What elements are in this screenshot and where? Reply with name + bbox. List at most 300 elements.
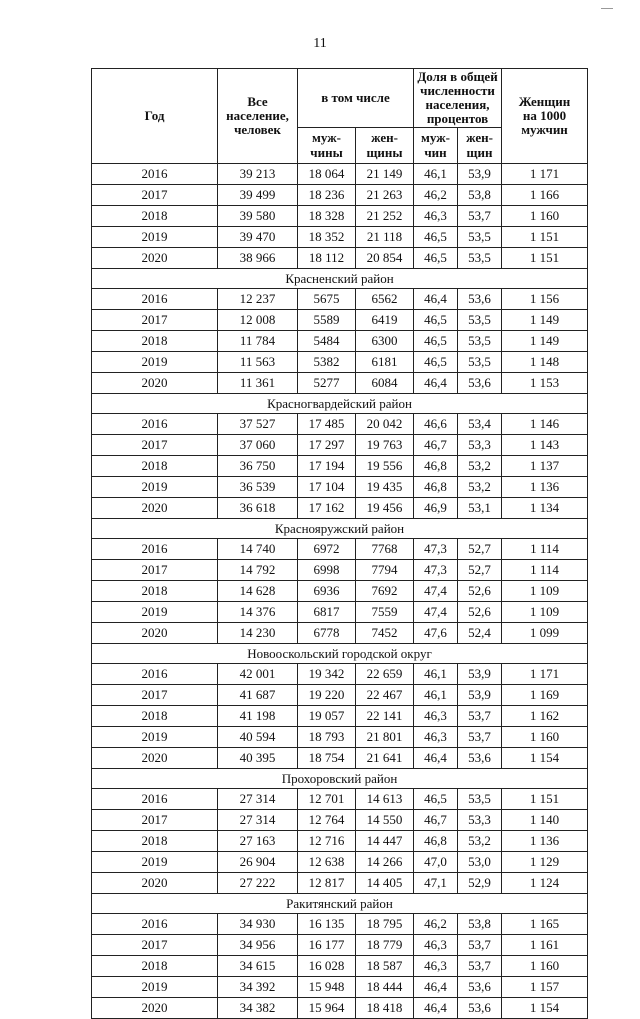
male-share-cell: 47,3 <box>414 560 458 581</box>
male-share-cell: 47,1 <box>414 873 458 894</box>
female-cell: 6300 <box>356 331 414 352</box>
total-cell: 39 580 <box>218 206 298 227</box>
ratio-cell: 1 114 <box>502 560 588 581</box>
year-cell: 2019 <box>92 977 218 998</box>
year-cell: 2016 <box>92 164 218 185</box>
female-cell: 21 801 <box>356 727 414 748</box>
table-row <box>92 414 588 435</box>
female-cell: 21 149 <box>356 164 414 185</box>
female-share-cell: 53,7 <box>458 956 502 977</box>
female-cell: 6084 <box>356 373 414 394</box>
district-name: Новооскольский городской округ <box>92 644 588 664</box>
table-row <box>92 248 588 269</box>
female-cell: 18 779 <box>356 935 414 956</box>
female-cell: 20 042 <box>356 414 414 435</box>
female-cell: 19 556 <box>356 456 414 477</box>
table-row <box>92 977 588 998</box>
year-cell: 2019 <box>92 602 218 623</box>
year-cell: 2019 <box>92 727 218 748</box>
female-share-cell: 53,3 <box>458 810 502 831</box>
year-cell: 2016 <box>92 289 218 310</box>
female-share-cell: 53,3 <box>458 435 502 456</box>
ratio-cell: 1 146 <box>502 414 588 435</box>
ratio-cell: 1 171 <box>502 664 588 685</box>
male-share-cell: 46,1 <box>414 164 458 185</box>
ratio-cell: 1 160 <box>502 206 588 227</box>
male-cell: 16 177 <box>298 935 356 956</box>
male-cell: 17 194 <box>298 456 356 477</box>
male-cell: 18 352 <box>298 227 356 248</box>
male-cell: 5589 <box>298 310 356 331</box>
male-share-cell: 46,8 <box>414 477 458 498</box>
male-cell: 12 701 <box>298 789 356 810</box>
ratio-cell: 1 151 <box>502 789 588 810</box>
female-cell: 7452 <box>356 623 414 644</box>
female-share-cell: 53,6 <box>458 289 502 310</box>
total-cell: 27 163 <box>218 831 298 852</box>
total-cell: 37 527 <box>218 414 298 435</box>
total-cell: 12 008 <box>218 310 298 331</box>
table-row <box>92 581 588 602</box>
female-cell: 6562 <box>356 289 414 310</box>
male-cell: 19 057 <box>298 706 356 727</box>
ratio-cell: 1 129 <box>502 852 588 873</box>
total-cell: 39 499 <box>218 185 298 206</box>
male-share-cell: 46,6 <box>414 414 458 435</box>
female-cell: 20 854 <box>356 248 414 269</box>
ratio-cell: 1 171 <box>502 164 588 185</box>
table-row <box>92 560 588 581</box>
female-cell: 19 456 <box>356 498 414 519</box>
male-share-cell: 46,3 <box>414 706 458 727</box>
male-cell: 12 764 <box>298 810 356 831</box>
ratio-cell: 1 109 <box>502 581 588 602</box>
female-cell: 14 266 <box>356 852 414 873</box>
total-cell: 12 237 <box>218 289 298 310</box>
male-share-cell: 46,9 <box>414 498 458 519</box>
district-name: Ракитянский район <box>92 894 588 914</box>
year-cell: 2016 <box>92 664 218 685</box>
table-row <box>92 664 588 685</box>
male-cell: 6972 <box>298 539 356 560</box>
table-row <box>92 373 588 394</box>
male-cell: 15 964 <box>298 998 356 1019</box>
male-share-cell: 46,5 <box>414 352 458 373</box>
total-cell: 39 470 <box>218 227 298 248</box>
header-ratio: Женщин на 1000 мужчин <box>502 69 588 164</box>
district-row <box>92 644 588 664</box>
year-cell: 2018 <box>92 956 218 977</box>
male-share-cell: 47,4 <box>414 581 458 602</box>
total-cell: 36 618 <box>218 498 298 519</box>
total-cell: 40 594 <box>218 727 298 748</box>
male-share-cell: 47,3 <box>414 539 458 560</box>
total-cell: 41 198 <box>218 706 298 727</box>
total-cell: 26 904 <box>218 852 298 873</box>
male-cell: 18 328 <box>298 206 356 227</box>
female-cell: 6181 <box>356 352 414 373</box>
year-cell: 2017 <box>92 310 218 331</box>
female-cell: 18 444 <box>356 977 414 998</box>
male-cell: 17 297 <box>298 435 356 456</box>
female-share-cell: 53,5 <box>458 331 502 352</box>
male-share-cell: 46,3 <box>414 727 458 748</box>
female-share-cell: 53,7 <box>458 727 502 748</box>
female-share-cell: 53,5 <box>458 227 502 248</box>
ratio-cell: 1 157 <box>502 977 588 998</box>
year-cell: 2020 <box>92 873 218 894</box>
female-cell: 7768 <box>356 539 414 560</box>
female-share-cell: 53,4 <box>458 414 502 435</box>
total-cell: 36 539 <box>218 477 298 498</box>
table-row <box>92 852 588 873</box>
ratio-cell: 1 149 <box>502 310 588 331</box>
header-year: Год <box>92 69 218 164</box>
female-share-cell: 53,9 <box>458 685 502 706</box>
ratio-cell: 1 151 <box>502 248 588 269</box>
table-row <box>92 227 588 248</box>
female-share-cell: 53,7 <box>458 706 502 727</box>
ratio-cell: 1 162 <box>502 706 588 727</box>
table-row <box>92 873 588 894</box>
table-row <box>92 310 588 331</box>
female-share-cell: 53,6 <box>458 977 502 998</box>
male-cell: 18 236 <box>298 185 356 206</box>
year-cell: 2018 <box>92 206 218 227</box>
male-cell: 6998 <box>298 560 356 581</box>
male-cell: 12 716 <box>298 831 356 852</box>
table-row <box>92 164 588 185</box>
female-cell: 14 613 <box>356 789 414 810</box>
ratio-cell: 1 137 <box>502 456 588 477</box>
year-cell: 2020 <box>92 623 218 644</box>
female-cell: 14 550 <box>356 810 414 831</box>
table-row <box>92 706 588 727</box>
male-cell: 19 220 <box>298 685 356 706</box>
female-cell: 18 418 <box>356 998 414 1019</box>
ratio-cell: 1 109 <box>502 602 588 623</box>
total-cell: 11 784 <box>218 331 298 352</box>
table-row <box>92 998 588 1019</box>
year-cell: 2019 <box>92 352 218 373</box>
male-cell: 18 754 <box>298 748 356 769</box>
male-share-cell: 46,4 <box>414 289 458 310</box>
male-share-cell: 46,1 <box>414 685 458 706</box>
male-cell: 5277 <box>298 373 356 394</box>
ratio-cell: 1 156 <box>502 289 588 310</box>
ratio-cell: 1 149 <box>502 331 588 352</box>
total-cell: 11 361 <box>218 373 298 394</box>
table-row <box>92 185 588 206</box>
male-share-cell: 46,5 <box>414 227 458 248</box>
female-cell: 18 795 <box>356 914 414 935</box>
male-cell: 16 028 <box>298 956 356 977</box>
ratio-cell: 1 136 <box>502 477 588 498</box>
female-share-cell: 52,6 <box>458 602 502 623</box>
female-share-cell: 53,2 <box>458 456 502 477</box>
male-cell: 17 104 <box>298 477 356 498</box>
ratio-cell: 1 099 <box>502 623 588 644</box>
year-cell: 2018 <box>92 581 218 602</box>
total-cell: 34 392 <box>218 977 298 998</box>
male-share-cell: 46,4 <box>414 977 458 998</box>
female-share-cell: 53,6 <box>458 748 502 769</box>
total-cell: 36 750 <box>218 456 298 477</box>
ratio-cell: 1 148 <box>502 352 588 373</box>
female-share-cell: 53,9 <box>458 664 502 685</box>
year-cell: 2017 <box>92 935 218 956</box>
table-row <box>92 602 588 623</box>
female-cell: 14 405 <box>356 873 414 894</box>
table-row <box>92 206 588 227</box>
table-row <box>92 623 588 644</box>
district-name: Прохоровский район <box>92 769 588 789</box>
district-name: Красненский район <box>92 269 588 289</box>
female-cell: 19 435 <box>356 477 414 498</box>
male-share-cell: 46,5 <box>414 331 458 352</box>
ratio-cell: 1 165 <box>502 914 588 935</box>
female-cell: 22 467 <box>356 685 414 706</box>
male-cell: 5484 <box>298 331 356 352</box>
female-share-cell: 53,6 <box>458 373 502 394</box>
year-cell: 2017 <box>92 185 218 206</box>
female-share-cell: 53,5 <box>458 789 502 810</box>
male-share-cell: 46,5 <box>414 310 458 331</box>
male-cell: 15 948 <box>298 977 356 998</box>
male-share-cell: 46,5 <box>414 789 458 810</box>
male-cell: 18 064 <box>298 164 356 185</box>
female-cell: 19 763 <box>356 435 414 456</box>
table-row <box>92 727 588 748</box>
year-cell: 2018 <box>92 331 218 352</box>
total-cell: 14 792 <box>218 560 298 581</box>
male-cell: 18 793 <box>298 727 356 748</box>
total-cell: 14 376 <box>218 602 298 623</box>
male-share-cell: 46,4 <box>414 748 458 769</box>
ratio-cell: 1 160 <box>502 727 588 748</box>
table-row <box>92 789 588 810</box>
year-cell: 2019 <box>92 852 218 873</box>
total-cell: 42 001 <box>218 664 298 685</box>
female-cell: 6419 <box>356 310 414 331</box>
female-share-cell: 53,9 <box>458 164 502 185</box>
table-row <box>92 956 588 977</box>
male-cell: 17 485 <box>298 414 356 435</box>
total-cell: 11 563 <box>218 352 298 373</box>
female-share-cell: 53,5 <box>458 310 502 331</box>
ratio-cell: 1 140 <box>502 810 588 831</box>
male-share-cell: 46,1 <box>414 664 458 685</box>
year-cell: 2017 <box>92 560 218 581</box>
total-cell: 14 628 <box>218 581 298 602</box>
header-total: Все население, человек <box>218 69 298 164</box>
ratio-cell: 1 124 <box>502 873 588 894</box>
year-cell: 2017 <box>92 810 218 831</box>
year-cell: 2017 <box>92 435 218 456</box>
female-share-cell: 53,2 <box>458 831 502 852</box>
district-name: Краснояружский район <box>92 519 588 539</box>
district-name: Красногвардейский район <box>92 394 588 414</box>
year-cell: 2018 <box>92 706 218 727</box>
table-row <box>92 748 588 769</box>
male-cell: 17 162 <box>298 498 356 519</box>
male-share-cell: 46,8 <box>414 831 458 852</box>
male-cell: 6936 <box>298 581 356 602</box>
table-row <box>92 935 588 956</box>
table-row <box>92 685 588 706</box>
female-share-cell: 53,2 <box>458 477 502 498</box>
male-share-cell: 47,4 <box>414 602 458 623</box>
year-cell: 2017 <box>92 685 218 706</box>
female-cell: 21 263 <box>356 185 414 206</box>
table-header <box>92 69 588 164</box>
total-cell: 14 230 <box>218 623 298 644</box>
male-share-cell: 46,2 <box>414 185 458 206</box>
male-share-cell: 46,2 <box>414 914 458 935</box>
ratio-cell: 1 143 <box>502 435 588 456</box>
female-share-cell: 53,7 <box>458 935 502 956</box>
female-share-cell: 53,1 <box>458 498 502 519</box>
district-row <box>92 394 588 414</box>
ratio-cell: 1 153 <box>502 373 588 394</box>
table-row <box>92 539 588 560</box>
total-cell: 14 740 <box>218 539 298 560</box>
female-share-cell: 52,7 <box>458 539 502 560</box>
table-row <box>92 331 588 352</box>
male-share-cell: 47,6 <box>414 623 458 644</box>
male-share-cell: 46,7 <box>414 435 458 456</box>
ratio-cell: 1 161 <box>502 935 588 956</box>
total-cell: 40 395 <box>218 748 298 769</box>
female-cell: 21 252 <box>356 206 414 227</box>
female-cell: 22 659 <box>356 664 414 685</box>
ratio-cell: 1 151 <box>502 227 588 248</box>
page-number: 11 <box>313 36 327 51</box>
male-share-cell: 46,8 <box>414 456 458 477</box>
ratio-cell: 1 154 <box>502 998 588 1019</box>
total-cell: 34 382 <box>218 998 298 1019</box>
district-row <box>92 894 588 914</box>
male-share-cell: 46,5 <box>414 248 458 269</box>
female-cell: 7794 <box>356 560 414 581</box>
table-row <box>92 810 588 831</box>
male-share-cell: 46,4 <box>414 373 458 394</box>
total-cell: 34 930 <box>218 914 298 935</box>
population-table <box>91 68 588 1019</box>
table-row <box>92 831 588 852</box>
total-cell: 37 060 <box>218 435 298 456</box>
total-cell: 41 687 <box>218 685 298 706</box>
year-cell: 2020 <box>92 373 218 394</box>
header-female: жен- щины <box>356 127 414 163</box>
female-cell: 7692 <box>356 581 414 602</box>
male-cell: 18 112 <box>298 248 356 269</box>
year-cell: 2016 <box>92 539 218 560</box>
year-cell: 2020 <box>92 748 218 769</box>
ratio-cell: 1 169 <box>502 685 588 706</box>
table-row <box>92 456 588 477</box>
ratio-cell: 1 114 <box>502 539 588 560</box>
header-including: в том числе <box>298 69 414 128</box>
district-row <box>92 769 588 789</box>
female-cell: 21 118 <box>356 227 414 248</box>
male-cell: 5675 <box>298 289 356 310</box>
female-cell: 14 447 <box>356 831 414 852</box>
scan-edge-mark <box>601 8 613 9</box>
female-cell: 7559 <box>356 602 414 623</box>
total-cell: 27 314 <box>218 810 298 831</box>
male-cell: 12 638 <box>298 852 356 873</box>
year-cell: 2016 <box>92 789 218 810</box>
year-cell: 2020 <box>92 498 218 519</box>
district-row <box>92 519 588 539</box>
table-row <box>92 435 588 456</box>
male-cell: 12 817 <box>298 873 356 894</box>
female-cell: 21 641 <box>356 748 414 769</box>
header-share: Доля в общей численности населения, процентов <box>414 69 502 128</box>
female-share-cell: 53,7 <box>458 206 502 227</box>
male-cell: 6778 <box>298 623 356 644</box>
total-cell: 34 615 <box>218 956 298 977</box>
female-share-cell: 53,8 <box>458 185 502 206</box>
year-cell: 2018 <box>92 456 218 477</box>
header-male-share: муж- чин <box>414 127 458 163</box>
female-share-cell: 53,5 <box>458 248 502 269</box>
male-share-cell: 46,3 <box>414 935 458 956</box>
male-share-cell: 46,3 <box>414 206 458 227</box>
table-row <box>92 289 588 310</box>
header-male: муж- чины <box>298 127 356 163</box>
female-cell: 22 141 <box>356 706 414 727</box>
female-share-cell: 52,7 <box>458 560 502 581</box>
ratio-cell: 1 136 <box>502 831 588 852</box>
year-cell: 2019 <box>92 477 218 498</box>
male-share-cell: 46,3 <box>414 956 458 977</box>
ratio-cell: 1 166 <box>502 185 588 206</box>
ratio-cell: 1 134 <box>502 498 588 519</box>
ratio-cell: 1 160 <box>502 956 588 977</box>
male-share-cell: 46,7 <box>414 810 458 831</box>
female-share-cell: 52,6 <box>458 581 502 602</box>
table-row <box>92 352 588 373</box>
table-body <box>92 164 588 1019</box>
female-share-cell: 53,8 <box>458 914 502 935</box>
year-cell: 2020 <box>92 998 218 1019</box>
female-share-cell: 52,9 <box>458 873 502 894</box>
female-share-cell: 53,6 <box>458 998 502 1019</box>
male-cell: 5382 <box>298 352 356 373</box>
total-cell: 38 966 <box>218 248 298 269</box>
header-female-share: жен- щин <box>458 127 502 163</box>
male-cell: 16 135 <box>298 914 356 935</box>
female-cell: 18 587 <box>356 956 414 977</box>
district-row <box>92 269 588 289</box>
year-cell: 2016 <box>92 414 218 435</box>
female-share-cell: 53,5 <box>458 352 502 373</box>
year-cell: 2019 <box>92 227 218 248</box>
male-share-cell: 47,0 <box>414 852 458 873</box>
total-cell: 27 222 <box>218 873 298 894</box>
table-row <box>92 498 588 519</box>
female-share-cell: 52,4 <box>458 623 502 644</box>
ratio-cell: 1 154 <box>502 748 588 769</box>
total-cell: 27 314 <box>218 789 298 810</box>
male-cell: 6817 <box>298 602 356 623</box>
year-cell: 2020 <box>92 248 218 269</box>
total-cell: 34 956 <box>218 935 298 956</box>
female-share-cell: 53,0 <box>458 852 502 873</box>
male-share-cell: 46,4 <box>414 998 458 1019</box>
